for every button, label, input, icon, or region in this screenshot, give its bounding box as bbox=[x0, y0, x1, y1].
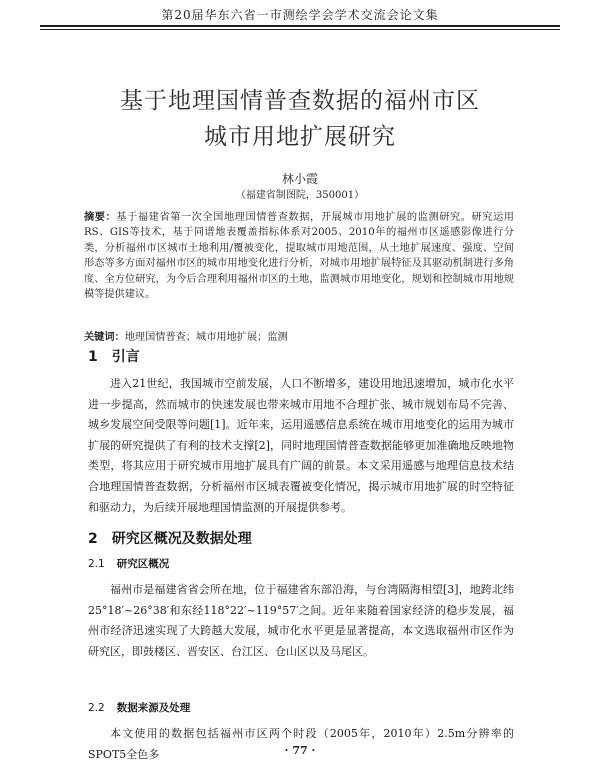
subsection-title: 研究区概况 bbox=[116, 558, 170, 570]
paragraph-introduction: 进入21世纪，我国城市空前发展，人口不断增多，建设用地迅速增加，城市化水平进一步提高，然而城市的快速发展也带来城市用地不合理扩张、城市规划布局不完善、城乡发展空间受限等问题[1]。近年来，运用遥感信息系统在城市用地变化的运用为城市扩展的研究提供了有利的技术支撑[2]，同时地理国情普查数据能够更加准确地反映地物类型，将其应用于研究城市用地扩展具有广阔的前景。本文采用遥感与地理信息技术结合地理国情普查数据，分析福州市区城表覆被变化情况，揭示城市用地扩展的时空特征和驱动力，为后续开展地理国情监测的开展提供参考。 bbox=[88, 377, 514, 514]
keywords bbox=[84, 328, 514, 343]
author-affiliation: （福建省制图院，350001） bbox=[235, 190, 365, 201]
subsection-number: 2.1 bbox=[88, 558, 105, 570]
paper-title-line-2: 城市用地扩展研究 bbox=[204, 124, 396, 150]
section-number: 2 bbox=[88, 531, 98, 547]
abstract-label: 摘要： bbox=[84, 211, 117, 223]
section-title: 引言 bbox=[111, 349, 140, 365]
subsection-heading-data bbox=[88, 700, 190, 715]
section-number: 1 bbox=[88, 349, 98, 365]
subsection-heading-overview bbox=[88, 556, 169, 571]
abstract-text: 基于福建省第一次全国地理国情普查数据，开展城市用地扩展的监测研究。研究运用RS、GIS等技术，基于同谱地表覆盖指标体系对2005、2010年的福州市区遥感影像进行分类，分析福州市区城市土地利用/覆被变化，提取城市用地范围，从土地扩展速度、强度、空间形态等多方面对福州市区的城市用地变化进行分析，对城市用地扩展特征及其驱动机制进行多角度、全方位研究，为今后合理利用福州市区的土地，监测城市用地变化，规划和控制城市用地规模等提供建议。 bbox=[84, 212, 514, 301]
subsection-number: 2.2 bbox=[88, 702, 105, 714]
keywords-text: 地理国情普查；城市用地扩展；监测 bbox=[124, 332, 288, 343]
subsection-title: 数据来源及处理 bbox=[116, 702, 191, 714]
header-rule bbox=[40, 25, 560, 27]
running-head: 第20届华东六省一市测绘学会学术交流会论文集 bbox=[161, 8, 439, 22]
abstract bbox=[84, 210, 514, 302]
author-name: 林小霞 bbox=[281, 172, 318, 186]
paragraph-study-area: 福州市是福建省省会所在地，位于福建省东部沿海，与台湾隔海相望[3]，地跨北纬25°18′~26°38′和东经118°22′~119°57′之间。近年来随着国家经济的稳步发展，福州市经济迅速实现了大跨越大发展，城市化水平更是显著提高，本文选取福州市区作为研究区，即鼓楼区、晋安区、台江区、仓山区以及马尾区。 bbox=[88, 583, 514, 658]
page-number: · 77 · bbox=[284, 744, 316, 757]
paper-title-line-1: 基于地理国情普查数据的福州市区 bbox=[120, 88, 480, 114]
keywords-label: 关键词： bbox=[84, 331, 125, 343]
section-heading-study-area bbox=[88, 528, 252, 548]
paragraph-data-source: 本文使用的数据包括福州市区两个时段（2005年，2010年）2.5m分辨率的SPOT5全色多 bbox=[88, 727, 514, 761]
section-title: 研究区概况及数据处理 bbox=[111, 531, 252, 547]
section-heading-introduction bbox=[88, 346, 140, 366]
header-rule-thin bbox=[40, 29, 560, 30]
